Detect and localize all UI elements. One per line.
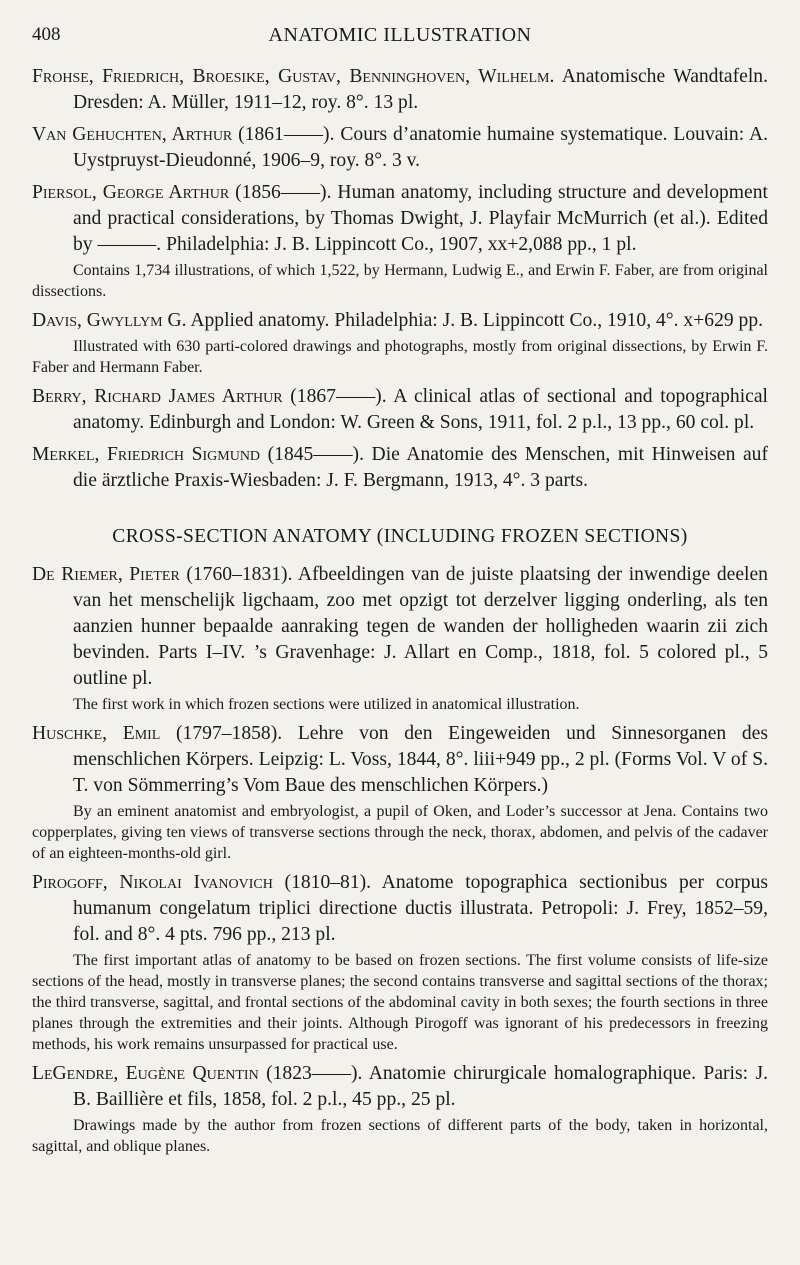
running-head: ANATOMIC ILLUSTRATION <box>268 24 532 46</box>
citation-text: Anatomische Wandtafeln. Dresden: A. Müller, 1911–12, roy. 8°. 13 pl. <box>73 66 768 113</box>
citation <box>32 721 768 799</box>
citation-text: (1867——). A clinical atlas of sectional and topographical anatomy. Edinburgh and London: W. Green & Sons, 1911, fol. 2 p.l., 13 pp., 60 col. pl. <box>73 386 768 433</box>
citation-text: (1810–81). Anatome topographica sectionibus per corpus humanum congelatum triplici directione ductis illustrata. Petropoli: J. Frey, 1852–59, fol. and 8°. 4 pts. 796 pp., 213 pl. <box>73 872 768 945</box>
author-name: Frohse, Friedrich, Broesike, Gustav, Benninghoven, Wilhelm. <box>32 66 555 87</box>
page-header <box>32 24 768 64</box>
author-name: Pirogoff, Nikolai Ivanovich <box>32 872 273 893</box>
citation <box>32 1061 768 1113</box>
bibliography-list-top <box>32 64 768 494</box>
bibliography-list-cross-section <box>32 562 768 1157</box>
citation <box>32 442 768 494</box>
citation <box>32 122 768 174</box>
citation-text: (1856——). Human anatomy, including structure and development and practical considerations, by Thomas Dwight, J. Playfair McMurrich (et al.). Edited by ———. Philadelphia: J. B. Lippincott Co., 1907, xx+2,088 pp., 1 pl. <box>73 182 768 255</box>
citation <box>32 870 768 948</box>
author-name: Berry, Richard James Arthur <box>32 386 283 407</box>
bibliography-entry <box>32 122 768 174</box>
citation-text: Applied anatomy. Philadelphia: J. B. Lippincott Co., 1910, 4°. x+629 pp. <box>190 310 764 331</box>
annotation-note: Illustrated with 630 parti-colored drawings and photographs, mostly from original dissections, by Erwin F. Faber and Hermann Faber. <box>32 338 768 376</box>
annotation-note: The first work in which frozen sections were utilized in anatomical illustration. <box>73 696 580 713</box>
bibliography-entry <box>32 870 768 1055</box>
author-name: LeGendre, Eugène Quentin <box>32 1063 259 1084</box>
citation <box>32 64 768 116</box>
section-heading: CROSS-SECTION ANATOMY (INCLUDING FROZEN SECTIONS) <box>112 526 688 547</box>
annotation-note: Drawings made by the author from frozen sections of different parts of the body, taken in horizontal, sagittal, and oblique planes. <box>32 1117 768 1155</box>
bibliography-entry <box>32 384 768 436</box>
annotation-note: The first important atlas of anatomy to be based on frozen sections. The first volume consists of life-size sections of the head, mostly in transverse planes; the second contains transverse and sagittal sections of the thorax; the third transverse, sagittal, and frontal sections of the abdominal cavity in both sexes; the fourth sections in three planes through the extremities and their joints. Although Pirogoff was ignorant of his predecessors in freezing methods, his work remains unsurpassed for practical use. <box>32 952 768 1053</box>
author-name: Piersol, George Arthur <box>32 182 230 203</box>
bibliography-entry <box>32 442 768 494</box>
citation <box>32 308 768 334</box>
bibliography-entry <box>32 1061 768 1157</box>
author-name: Van Gehuchten, Arthur <box>32 124 233 145</box>
citation <box>32 384 768 436</box>
bibliography-entry <box>32 308 768 378</box>
citation-text: (1861——). Cours d’anatomie humaine systematique. Louvain: A. Uystpruyst-Dieudonné, 1906–9, roy. 8°. 3 v. <box>73 124 768 171</box>
bibliography-entry <box>32 721 768 864</box>
book-page <box>32 24 768 1161</box>
citation-text: (1845——). Die Anatomie des Menschen, mit Hinweisen auf die ärztliche Praxis-Wiesbaden: J. F. Bergmann, 1913, 4°. 3 parts. <box>73 444 768 491</box>
author-name: Huschke, Emil <box>32 723 161 744</box>
author-name: De Riemer, Pieter <box>32 564 180 585</box>
bibliography-entry <box>32 64 768 116</box>
page-number: 408 <box>32 24 61 45</box>
annotation-note: Contains 1,734 illustrations, of which 1,522, by Hermann, Ludwig E., and Erwin F. Faber, are from original dissections. <box>32 262 768 300</box>
bibliography-entry <box>32 180 768 302</box>
citation-text: (1760–1831). Afbeeldingen van de juiste plaatsing der inwendige deelen van het menschelijk ligchaam, zoo met opzigt tot derzelver ligging onderling, als ten aanzien hunner bepaalde aanraking tegen de wanden der holligheden waarin zii zich bevinden. Parts I–IV. ’s Gravenhage: J. Allart en Comp., 1818, fol. 5 colored pl., 5 outline pl. <box>73 564 768 689</box>
bibliography-entry <box>32 562 768 715</box>
citation <box>32 562 768 692</box>
author-name: Davis, Gwyllym G. <box>32 310 187 331</box>
citation-text: (1797–1858). Lehre von den Eingeweiden und Sinnesorganen des menschlichen Körpers. Leipzig: L. Voss, 1844, 8°. liii+949 pp., 2 pl. (Forms Vol. V of S. T. von Sömmerring’s Vom Baue des menschlichen Körpers.) <box>73 723 768 796</box>
annotation-note: By an eminent anatomist and embryologist, a pupil of Oken, and Loder’s successor at Jena. Contains two copperplates, giving ten views of transverse sections through the neck, thorax, abdomen, and pelvis of the cadaver of an eighteen-months-old girl. <box>32 803 768 862</box>
citation-text: (1823——). Anatomie chirurgicale homalographique. Paris: J. B. Baillière et fils, 1858, fol. 2 p.l., 45 pp., 25 pl. <box>73 1063 768 1110</box>
citation <box>32 180 768 258</box>
author-name: Merkel, Friedrich Sigmund <box>32 444 261 465</box>
